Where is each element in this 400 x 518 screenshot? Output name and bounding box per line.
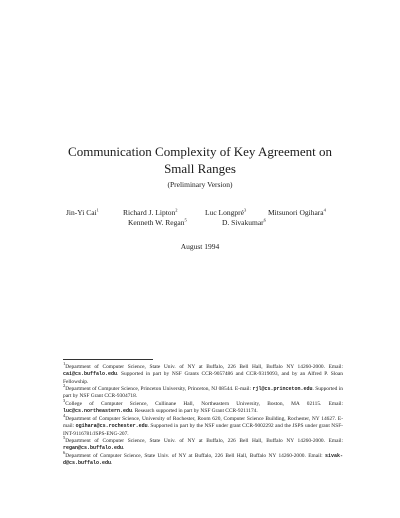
footnote-3 <box>63 398 343 419</box>
footnote-text: College of Computer Science, Cullinane Hall, Northeastern University, Boston, MA 02115. Email: <box>65 401 343 407</box>
footnote-text: Department of Computer Science, University of Rochester, Room 620, Computer Science Building, Rochester, NY 14627. E-mail: <box>63 416 343 430</box>
paper-title-line-1: Communication Complexity of Key Agreement on <box>68 144 332 159</box>
footnote-text: . Supported in part by NSF Grants CCR-9057486 and CCR-9319093, and by an Alfred P. Sloan Fellowship. <box>63 371 343 385</box>
footnote-email: sivak-d@cs.buffalo.edu <box>63 453 343 467</box>
author-footnote-mark: 4 <box>323 207 326 213</box>
author-name: Richard J. Lipton <box>123 208 176 217</box>
footnote-text: Department of Computer Science, State Univ. of NY at Buffalo, 226 Bell Hall, Buffalo NY 14260-2000. Email: <box>65 438 343 444</box>
footnote-text: Department of Computer Science, State Univ. of NY at Buffalo, 226 Bell Hall, Buffalo NY 14260-2000. Email: <box>65 364 343 370</box>
author-name: Kenneth W. Regan <box>128 218 185 227</box>
author-name: Mitsunori Ogihara <box>268 208 324 217</box>
footnote-mark: 1 <box>63 361 66 367</box>
author-longpre <box>205 208 246 217</box>
footnote-text: . Research supported in part by NSF Grant CCR-9211174. <box>132 408 258 415</box>
author-sivakumar <box>222 218 266 227</box>
footnote-text: . Supported in part by the NSF under grant CCR-9002292 and the JSPS under grant NSF-INT-9116781/JSPS-ENG-207. <box>63 423 343 437</box>
author-name: Luc Longpré <box>205 208 244 217</box>
footnote-email: cai@cs.buffalo.edu <box>63 371 118 378</box>
paper-date: August 1994 <box>180 242 220 251</box>
author-footnote-mark: 1 <box>96 207 99 213</box>
footnote-email: regan@cs.buffalo.edu <box>63 445 124 452</box>
footnote-text: . <box>111 460 113 467</box>
footnote-5 <box>63 435 343 456</box>
author-ogihara <box>268 208 326 217</box>
author-footnote-mark: 5 <box>184 217 187 223</box>
footnote-mark: 4 <box>63 413 66 419</box>
footnote-separator <box>63 359 153 360</box>
paper-subtitle: (Preliminary Version) <box>167 180 233 189</box>
footnote-mark: 2 <box>63 383 66 389</box>
footnote-text: Department of Computer Science, State Univ. of NY at Buffalo, 226 Bell Hall, Buffalo NY 14260-2000. Email: <box>65 453 325 459</box>
footnote-6 <box>63 450 343 468</box>
author-footnote-mark: 3 <box>243 207 247 213</box>
footnote-mark: 3 <box>63 398 66 404</box>
footnote-email: rjl@cs.princeton.edu <box>252 386 313 392</box>
footnote-mark: 6 <box>63 450 66 456</box>
author-footnote-mark: 2 <box>175 207 178 213</box>
footnote-mark: 5 <box>63 435 66 441</box>
author-name: D. Sivakumar <box>222 218 264 227</box>
author-cai <box>66 208 99 217</box>
footnote-text: . <box>123 445 125 452</box>
author-lipton <box>123 208 178 217</box>
footnote-text: . Supported in part by NSF Grant CCR-9304718. <box>63 386 343 400</box>
footnote-email: ogihara@cs.rochester.edu <box>75 423 148 430</box>
author-name: Jin-Yi Cai <box>66 208 97 217</box>
author-regan <box>128 218 187 227</box>
footnote-text: Department of Computer Science, Princeton University, Princeton, NJ 08544. E-mail: <box>65 386 253 392</box>
author-footnote-mark: 6 <box>263 217 266 223</box>
paper-title-line-2: Small Ranges <box>164 161 236 176</box>
footnote-email: luc@cs.northeastern.edu <box>63 408 133 415</box>
